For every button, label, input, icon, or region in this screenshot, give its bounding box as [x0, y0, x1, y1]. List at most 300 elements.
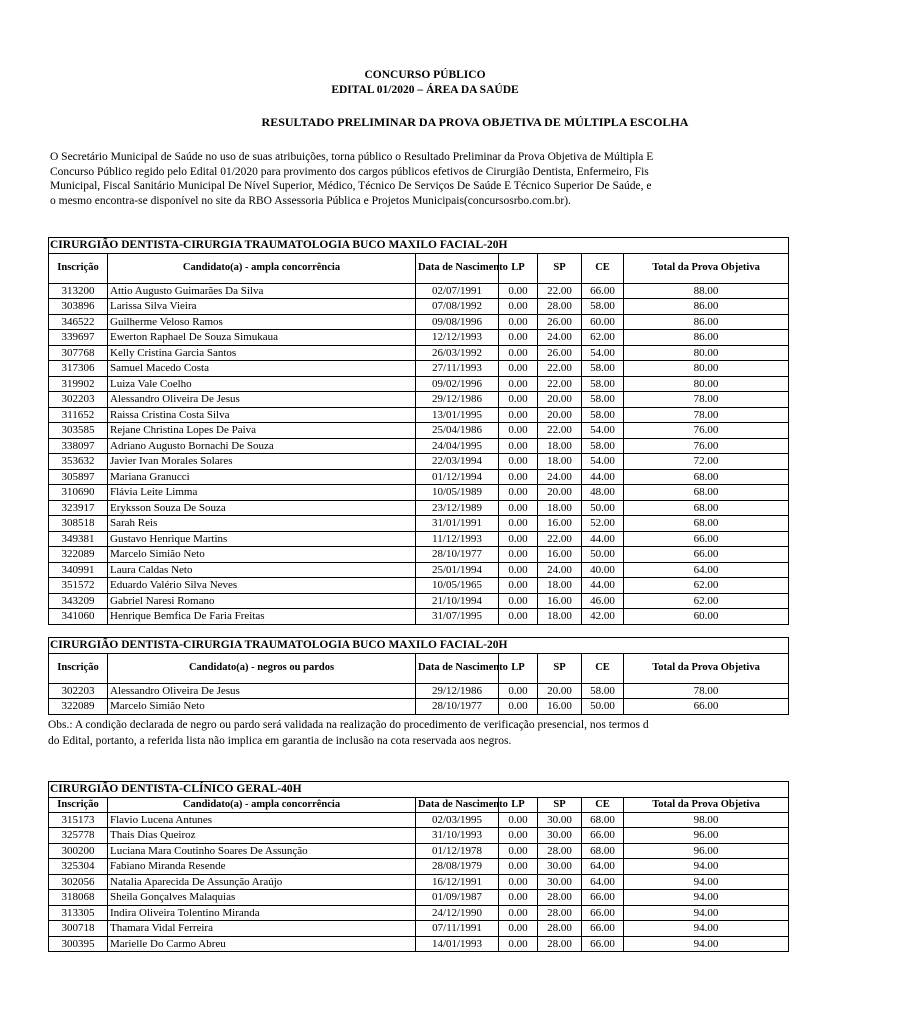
- cell-inscricao: 339697: [49, 330, 108, 346]
- cell-sp: 28.00: [538, 890, 582, 906]
- cell-total: 78.00: [624, 407, 789, 423]
- cell-ce: 44.00: [582, 531, 624, 547]
- cell-total: 76.00: [624, 423, 789, 439]
- cell-lp: 0.00: [499, 345, 538, 361]
- cell-lp: 0.00: [499, 516, 538, 532]
- cell-lp: 0.00: [499, 921, 538, 937]
- cell-candidato: Kelly Cristina Garcia Santos: [108, 345, 416, 361]
- cell-nascimento: 01/12/1978: [416, 843, 499, 859]
- header-row: [49, 653, 789, 683]
- cell-total: 96.00: [624, 828, 789, 844]
- cell-sp: 16.00: [538, 593, 582, 609]
- cell-ce: 50.00: [582, 547, 624, 563]
- table-row: [49, 921, 789, 937]
- cell-ce: 40.00: [582, 562, 624, 578]
- cell-inscricao: 322089: [49, 547, 108, 563]
- cell-candidato: Javier Ivan Morales Solares: [108, 454, 416, 470]
- cell-total: 86.00: [624, 314, 789, 330]
- cell-lp: 0.00: [499, 361, 538, 377]
- cell-lp: 0.00: [499, 859, 538, 875]
- cell-ce: 60.00: [582, 314, 624, 330]
- table-row: [49, 578, 789, 594]
- table-row: [49, 609, 789, 625]
- cell-inscricao: 315173: [49, 812, 108, 828]
- section-title-row: [49, 238, 789, 254]
- cell-candidato: Indira Oliveira Tolentino Miranda: [108, 905, 416, 921]
- cell-candidato: Adriano Augusto Bornachi De Souza: [108, 438, 416, 454]
- table-row: [49, 314, 789, 330]
- cell-sp: 28.00: [538, 299, 582, 315]
- cell-nascimento: 10/05/1965: [416, 578, 499, 594]
- title-resultado: RESULTADO PRELIMINAR DA PROVA OBJETIVA DE MÚLTIPLA ESCOLHA: [261, 115, 689, 129]
- cell-nascimento: 28/10/1977: [416, 547, 499, 563]
- col-candidato: Candidato(a) - ampla concorrência: [108, 797, 416, 812]
- cell-sp: 24.00: [538, 469, 582, 485]
- col-sp: SP: [538, 797, 582, 812]
- cell-candidato: Laura Caldas Neto: [108, 562, 416, 578]
- col-total: Total da Prova Objetiva: [624, 253, 789, 283]
- table-row: [49, 874, 789, 890]
- cell-ce: 58.00: [582, 299, 624, 315]
- title-concurso: CONCURSO PÚBLICO: [364, 69, 486, 81]
- cell-sp: 28.00: [538, 905, 582, 921]
- cell-candidato: Gustavo Henrique Martins: [108, 531, 416, 547]
- cell-nascimento: 24/04/1995: [416, 438, 499, 454]
- cell-inscricao: 307768: [49, 345, 108, 361]
- cell-sp: 26.00: [538, 345, 582, 361]
- cell-candidato: Larissa Silva Vieira: [108, 299, 416, 315]
- cell-ce: 66.00: [582, 936, 624, 952]
- col-sp: SP: [538, 253, 582, 283]
- cell-total: 88.00: [624, 283, 789, 299]
- cell-lp: 0.00: [499, 299, 538, 315]
- cell-lp: 0.00: [499, 593, 538, 609]
- cell-total: 80.00: [624, 376, 789, 392]
- cell-total: 60.00: [624, 609, 789, 625]
- cell-ce: 66.00: [582, 890, 624, 906]
- cell-ce: 66.00: [582, 828, 624, 844]
- cell-candidato: Marcelo Simião Neto: [108, 699, 416, 715]
- cell-sp: 18.00: [538, 578, 582, 594]
- cell-total: 96.00: [624, 843, 789, 859]
- cell-total: 66.00: [624, 531, 789, 547]
- cell-candidato: Luiza Vale Coelho: [108, 376, 416, 392]
- col-ce: CE: [582, 253, 624, 283]
- cell-total: 68.00: [624, 516, 789, 532]
- table-row: [49, 562, 789, 578]
- cell-ce: 58.00: [582, 392, 624, 408]
- cell-lp: 0.00: [499, 423, 538, 439]
- cell-lp: 0.00: [499, 578, 538, 594]
- cell-ce: 64.00: [582, 859, 624, 875]
- cell-candidato: Gabriel Naresi Romano: [108, 593, 416, 609]
- table-row: [49, 905, 789, 921]
- cell-lp: 0.00: [499, 843, 538, 859]
- table-row: [49, 843, 789, 859]
- col-total: Total da Prova Objetiva: [624, 653, 789, 683]
- col-nascimento: Data de Nascimento: [416, 253, 499, 283]
- cell-sp: 22.00: [538, 361, 582, 377]
- col-lp: LP: [499, 653, 538, 683]
- cell-nascimento: 25/01/1994: [416, 562, 499, 578]
- cell-inscricao: 346522: [49, 314, 108, 330]
- cell-candidato: Rejane Christina Lopes De Paiva: [108, 423, 416, 439]
- cell-candidato: Fabiano Miranda Resende: [108, 859, 416, 875]
- cell-inscricao: 300718: [49, 921, 108, 937]
- table-row: [49, 699, 789, 715]
- table-row: [49, 469, 789, 485]
- cell-nascimento: 02/07/1991: [416, 283, 499, 299]
- cell-ce: 58.00: [582, 438, 624, 454]
- cell-inscricao: 353632: [49, 454, 108, 470]
- col-nascimento: Data de Nascimento: [416, 797, 499, 812]
- cell-sp: 30.00: [538, 859, 582, 875]
- cell-total: 62.00: [624, 593, 789, 609]
- cell-lp: 0.00: [499, 469, 538, 485]
- cell-total: 68.00: [624, 469, 789, 485]
- cell-nascimento: 28/10/1977: [416, 699, 499, 715]
- cell-ce: 68.00: [582, 843, 624, 859]
- cell-ce: 46.00: [582, 593, 624, 609]
- col-nascimento: Data de Nascimento: [416, 653, 499, 683]
- cell-lp: 0.00: [499, 936, 538, 952]
- cell-lp: 0.00: [499, 547, 538, 563]
- cell-inscricao: 305897: [49, 469, 108, 485]
- cell-sp: 18.00: [538, 609, 582, 625]
- cell-lp: 0.00: [499, 890, 538, 906]
- cell-candidato: Alessandro Oliveira De Jesus: [108, 392, 416, 408]
- cell-ce: 42.00: [582, 609, 624, 625]
- cell-total: 94.00: [624, 936, 789, 952]
- cell-ce: 58.00: [582, 407, 624, 423]
- cell-inscricao: 322089: [49, 699, 108, 715]
- table-row: [49, 485, 789, 501]
- cell-inscricao: 325778: [49, 828, 108, 844]
- cell-sp: 26.00: [538, 314, 582, 330]
- cell-sp: 16.00: [538, 699, 582, 715]
- cell-ce: 66.00: [582, 921, 624, 937]
- results-table-bucomaxilo-ampla: [48, 237, 789, 625]
- cell-nascimento: 12/12/1993: [416, 330, 499, 346]
- cell-total: 86.00: [624, 330, 789, 346]
- col-candidato: Candidato(a) - ampla concorrência: [108, 253, 416, 283]
- cell-inscricao: 340991: [49, 562, 108, 578]
- table-row: [49, 531, 789, 547]
- cell-nascimento: 09/02/1996: [416, 376, 499, 392]
- cell-lp: 0.00: [499, 683, 538, 699]
- cell-candidato: Flávia Leite Limma: [108, 485, 416, 501]
- table-row: [49, 423, 789, 439]
- cell-candidato: Raissa Cristina Costa Silva: [108, 407, 416, 423]
- cell-sp: 18.00: [538, 500, 582, 516]
- cell-candidato: Eduardo Valério Silva Neves: [108, 578, 416, 594]
- table-row: [49, 516, 789, 532]
- obs-line: do Edital, portanto, a referida lista não implica em garantia de inclusão na cota reservada aos negros.: [48, 735, 512, 747]
- table-row: [49, 345, 789, 361]
- cell-candidato: Sheila Gonçalves Malaquias: [108, 890, 416, 906]
- section-title-row: [49, 638, 789, 654]
- cell-ce: 54.00: [582, 345, 624, 361]
- table-row: [49, 593, 789, 609]
- col-inscricao: Inscrição: [49, 253, 108, 283]
- cell-sp: 22.00: [538, 376, 582, 392]
- cell-nascimento: 22/03/1994: [416, 454, 499, 470]
- cell-ce: 64.00: [582, 874, 624, 890]
- cell-lp: 0.00: [499, 314, 538, 330]
- table-row: [49, 361, 789, 377]
- table-row: [49, 454, 789, 470]
- cell-ce: 50.00: [582, 699, 624, 715]
- cell-inscricao: 303896: [49, 299, 108, 315]
- table-row: [49, 828, 789, 844]
- cell-sp: 30.00: [538, 828, 582, 844]
- cell-inscricao: 313200: [49, 283, 108, 299]
- section-title: CIRURGIÃO DENTISTA-CIRURGIA TRAUMATOLOGIA BUCO MAXILO FACIAL-20H: [49, 638, 789, 654]
- cell-nascimento: 13/01/1995: [416, 407, 499, 423]
- table-row: [49, 299, 789, 315]
- observation-note: [48, 717, 788, 749]
- cell-ce: 54.00: [582, 454, 624, 470]
- cell-nascimento: 23/12/1989: [416, 500, 499, 516]
- cell-candidato: Henrique Bemfica De Faria Freitas: [108, 609, 416, 625]
- table-row: [49, 330, 789, 346]
- col-inscricao: Inscrição: [49, 797, 108, 812]
- cell-nascimento: 29/12/1986: [416, 683, 499, 699]
- cell-sp: 30.00: [538, 874, 582, 890]
- cell-nascimento: 07/08/1992: [416, 299, 499, 315]
- cell-total: 94.00: [624, 921, 789, 937]
- cell-candidato: Guilherme Veloso Ramos: [108, 314, 416, 330]
- intro-line: Concurso Público regido pelo Edital 01/2020 para provimento dos cargos públicos efetivos de Cirurgião Dentista, Enfermeiro, Fis: [50, 165, 649, 178]
- cell-nascimento: 31/10/1993: [416, 828, 499, 844]
- section-title: CIRURGIÃO DENTISTA-CLÍNICO GERAL-40H: [49, 782, 789, 798]
- cell-candidato: Marcelo Simião Neto: [108, 547, 416, 563]
- results-table-bucomaxilo-negros: [48, 637, 789, 715]
- cell-ce: 44.00: [582, 578, 624, 594]
- cell-lp: 0.00: [499, 812, 538, 828]
- cell-candidato: Thais Dias Queiroz: [108, 828, 416, 844]
- cell-nascimento: 11/12/1993: [416, 531, 499, 547]
- cell-candidato: Ewerton Raphael De Souza Simukaua: [108, 330, 416, 346]
- intro-line: o mesmo encontra-se disponível no site da RBO Assessoria Pública e Projetos Municipais(concursosrbo.com.br).: [50, 194, 571, 207]
- cell-inscricao: 341060: [49, 609, 108, 625]
- table-row: [49, 438, 789, 454]
- cell-total: 78.00: [624, 683, 789, 699]
- cell-sp: 22.00: [538, 283, 582, 299]
- cell-inscricao: 338097: [49, 438, 108, 454]
- cell-sp: 30.00: [538, 812, 582, 828]
- table-row: [49, 812, 789, 828]
- cell-lp: 0.00: [499, 905, 538, 921]
- cell-candidato: Natalia Aparecida De Assunção Araújo: [108, 874, 416, 890]
- cell-total: 80.00: [624, 361, 789, 377]
- cell-lp: 0.00: [499, 454, 538, 470]
- cell-nascimento: 10/05/1989: [416, 485, 499, 501]
- cell-inscricao: 300200: [49, 843, 108, 859]
- cell-total: 98.00: [624, 812, 789, 828]
- cell-inscricao: 300395: [49, 936, 108, 952]
- cell-ce: 66.00: [582, 283, 624, 299]
- table-row: [49, 500, 789, 516]
- results-table-clinico-geral-ampla: [48, 781, 789, 952]
- cell-nascimento: 07/11/1991: [416, 921, 499, 937]
- cell-inscricao: 313305: [49, 905, 108, 921]
- cell-ce: 62.00: [582, 330, 624, 346]
- cell-candidato: Mariana Granucci: [108, 469, 416, 485]
- cell-lp: 0.00: [499, 485, 538, 501]
- cell-total: 94.00: [624, 890, 789, 906]
- cell-inscricao: 302203: [49, 392, 108, 408]
- cell-nascimento: 09/08/1996: [416, 314, 499, 330]
- cell-total: 68.00: [624, 485, 789, 501]
- table-row: [49, 283, 789, 299]
- cell-inscricao: 318068: [49, 890, 108, 906]
- cell-total: 66.00: [624, 699, 789, 715]
- intro-paragraph: [50, 150, 790, 208]
- cell-lp: 0.00: [499, 828, 538, 844]
- cell-lp: 0.00: [499, 699, 538, 715]
- table-row: [49, 392, 789, 408]
- intro-line: Municipal, Fiscal Sanitário Municipal De Nível Superior, Médico, Técnico De Serviços De Saúde E Técnico Superior De Saúde, e: [50, 180, 652, 192]
- section-title-row: [49, 782, 789, 798]
- cell-total: 76.00: [624, 438, 789, 454]
- obs-line: Obs.: A condição declarada de negro ou pardo será validada na realização do procedimento de verificação presencial, nos termos d: [48, 719, 649, 731]
- table-row: [49, 376, 789, 392]
- cell-inscricao: 311652: [49, 407, 108, 423]
- cell-lp: 0.00: [499, 283, 538, 299]
- section-title: CIRURGIÃO DENTISTA-CIRURGIA TRAUMATOLOGIA BUCO MAXILO FACIAL-20H: [49, 238, 789, 254]
- cell-candidato: Eryksson Souza De Souza: [108, 500, 416, 516]
- cell-sp: 24.00: [538, 330, 582, 346]
- table-row: [49, 547, 789, 563]
- col-ce: CE: [582, 797, 624, 812]
- cell-nascimento: 16/12/1991: [416, 874, 499, 890]
- col-ce: CE: [582, 653, 624, 683]
- cell-sp: 18.00: [538, 438, 582, 454]
- cell-ce: 68.00: [582, 812, 624, 828]
- cell-ce: 48.00: [582, 485, 624, 501]
- cell-total: 62.00: [624, 578, 789, 594]
- cell-candidato: Samuel Macedo Costa: [108, 361, 416, 377]
- cell-sp: 20.00: [538, 683, 582, 699]
- cell-ce: 44.00: [582, 469, 624, 485]
- cell-ce: 58.00: [582, 683, 624, 699]
- cell-total: 94.00: [624, 905, 789, 921]
- cell-total: 68.00: [624, 500, 789, 516]
- col-sp: SP: [538, 653, 582, 683]
- cell-nascimento: 01/09/1987: [416, 890, 499, 906]
- cell-total: 94.00: [624, 874, 789, 890]
- cell-inscricao: 302056: [49, 874, 108, 890]
- table-row: [49, 859, 789, 875]
- cell-sp: 20.00: [538, 485, 582, 501]
- cell-total: 66.00: [624, 547, 789, 563]
- cell-ce: 58.00: [582, 361, 624, 377]
- title-edital: EDITAL 01/2020 – ÁREA DA SAÚDE: [331, 84, 519, 96]
- cell-sp: 28.00: [538, 921, 582, 937]
- cell-nascimento: 27/11/1993: [416, 361, 499, 377]
- cell-candidato: Flavio Lucena Antunes: [108, 812, 416, 828]
- cell-nascimento: 14/01/1993: [416, 936, 499, 952]
- table-row: [49, 936, 789, 952]
- cell-nascimento: 24/12/1990: [416, 905, 499, 921]
- cell-sp: 20.00: [538, 392, 582, 408]
- cell-lp: 0.00: [499, 376, 538, 392]
- cell-nascimento: 01/12/1994: [416, 469, 499, 485]
- table-row: [49, 683, 789, 699]
- cell-nascimento: 26/03/1992: [416, 345, 499, 361]
- col-candidato: Candidato(a) - negros ou pardos: [108, 653, 416, 683]
- table-row: [49, 890, 789, 906]
- header-row: [49, 253, 789, 283]
- cell-lp: 0.00: [499, 407, 538, 423]
- cell-nascimento: 25/04/1986: [416, 423, 499, 439]
- cell-sp: 16.00: [538, 547, 582, 563]
- cell-nascimento: 31/01/1991: [416, 516, 499, 532]
- cell-total: 86.00: [624, 299, 789, 315]
- cell-candidato: Thamara Vidal Ferreira: [108, 921, 416, 937]
- cell-nascimento: 02/03/1995: [416, 812, 499, 828]
- cell-lp: 0.00: [499, 438, 538, 454]
- cell-lp: 0.00: [499, 874, 538, 890]
- cell-sp: 24.00: [538, 562, 582, 578]
- cell-inscricao: 351572: [49, 578, 108, 594]
- cell-inscricao: 325304: [49, 859, 108, 875]
- cell-candidato: Marielle Do Carmo Abreu: [108, 936, 416, 952]
- cell-inscricao: 302203: [49, 683, 108, 699]
- cell-candidato: Attio Augusto Guimarães Da Silva: [108, 283, 416, 299]
- cell-ce: 58.00: [582, 376, 624, 392]
- cell-lp: 0.00: [499, 500, 538, 516]
- cell-total: 94.00: [624, 859, 789, 875]
- cell-candidato: Alessandro Oliveira De Jesus: [108, 683, 416, 699]
- cell-inscricao: 303585: [49, 423, 108, 439]
- cell-candidato: Sarah Reis: [108, 516, 416, 532]
- table-row: [49, 407, 789, 423]
- cell-total: 72.00: [624, 454, 789, 470]
- cell-total: 78.00: [624, 392, 789, 408]
- cell-lp: 0.00: [499, 392, 538, 408]
- cell-ce: 54.00: [582, 423, 624, 439]
- cell-inscricao: 343209: [49, 593, 108, 609]
- cell-ce: 66.00: [582, 905, 624, 921]
- cell-ce: 52.00: [582, 516, 624, 532]
- cell-sp: 20.00: [538, 407, 582, 423]
- cell-sp: 16.00: [538, 516, 582, 532]
- col-total: Total da Prova Objetiva: [624, 797, 789, 812]
- cell-lp: 0.00: [499, 609, 538, 625]
- intro-line: O Secretário Municipal de Saúde no uso de suas atribuições, torna público o Resultado Preliminar da Prova Objetiva de Múltipla E: [50, 151, 654, 163]
- cell-inscricao: 323917: [49, 500, 108, 516]
- cell-candidato: Luciana Mara Coutinho Soares De Assunção: [108, 843, 416, 859]
- cell-total: 64.00: [624, 562, 789, 578]
- cell-sp: 22.00: [538, 531, 582, 547]
- col-inscricao: Inscrição: [49, 653, 108, 683]
- cell-inscricao: 319902: [49, 376, 108, 392]
- cell-sp: 18.00: [538, 454, 582, 470]
- cell-inscricao: 317306: [49, 361, 108, 377]
- cell-inscricao: 310690: [49, 485, 108, 501]
- cell-nascimento: 21/10/1994: [416, 593, 499, 609]
- cell-ce: 50.00: [582, 500, 624, 516]
- cell-sp: 22.00: [538, 423, 582, 439]
- cell-lp: 0.00: [499, 562, 538, 578]
- cell-nascimento: 31/07/1995: [416, 609, 499, 625]
- cell-lp: 0.00: [499, 531, 538, 547]
- header-row: [49, 797, 789, 812]
- cell-nascimento: 28/08/1979: [416, 859, 499, 875]
- col-lp: LP: [499, 253, 538, 283]
